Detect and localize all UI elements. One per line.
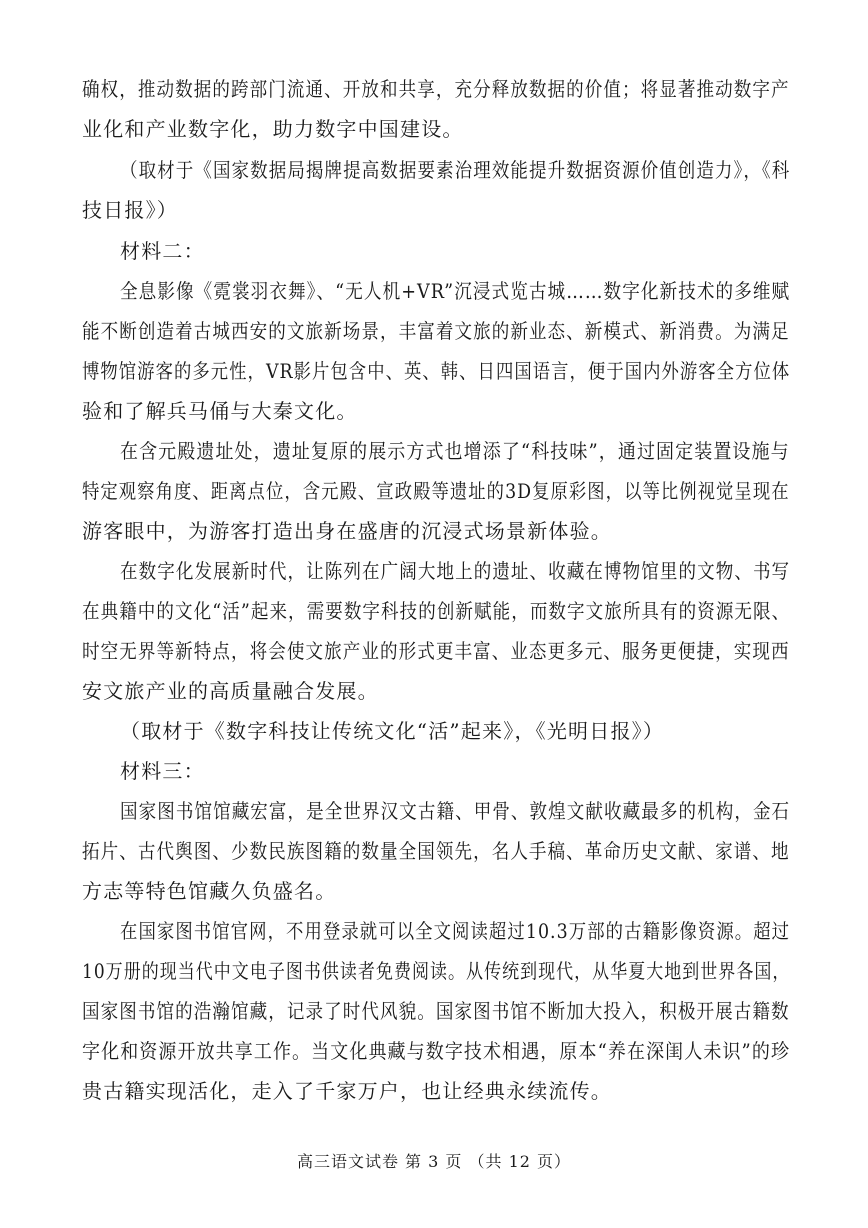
material2-p1-line: 能不断创造着古城西安的文旅新场景，丰富着文旅的新业态、新模式、新消费。为满足 xyxy=(82,319,790,343)
material3-p1-line: 方志等特色馆藏久负盛名。 xyxy=(82,879,337,903)
material3-p1-line: 国家图书馆馆藏宏富，是全世界汉文古籍、甲骨、敦煌文献收藏最多的机构，金石 xyxy=(120,799,791,823)
material3-p2-line: 贵古籍实现活化，走入了千家万户，也让经典永续流传。 xyxy=(82,1079,612,1103)
material3-p1-line: 拓片、古代舆图、少数民族图籍的数量全国领先，名人手稿、革命历史文献、家谱、地 xyxy=(82,839,790,863)
material2-p3-line: 在典籍中的文化“活”起来，需要数字科技的创新赋能，而数字文旅所具有的资源无限、 xyxy=(82,599,791,623)
material2-heading: 材料二： xyxy=(120,239,205,263)
material2-p2-line: 游客眼中，为游客打造出身在盛唐的沉浸式场景新体验。 xyxy=(82,519,612,543)
material2-p3-line: 在数字化发展新时代，让陈列在广阔大地上的遗址、收藏在博物馆里的文物、书写 xyxy=(120,559,791,583)
material2-p1-line: 验和了解兵马俑与大秦文化。 xyxy=(82,399,358,423)
material3-p2-line: 在国家图书馆官网，不用登录就可以全文阅读超过10.3万部的古籍影像资源。超过 xyxy=(120,919,791,943)
material1-line-1: 确权，推动数据的跨部门流通、开放和共享，充分释放数据的价值；将显著推动数字产 xyxy=(82,77,790,101)
material3-p2-line: 国家图书馆的浩瀚馆藏，记录了时代风貌。国家图书馆不断加大投入，积极开展古籍数 xyxy=(82,999,790,1023)
material3-p2-line: 字化和资源开放共享工作。当文化典藏与数字技术相遇，原本“养在深闺人未识”的珍 xyxy=(82,1039,791,1063)
material2-p1-line: 博物馆游客的多元性，VR影片包含中、英、韩、日四国语言，便于国内外游客全方位体 xyxy=(82,359,791,383)
material2-p1-line: 全息影像《霓裳羽衣舞》、“无人机+VR”沉浸式览古城……数字化新技术的多维赋 xyxy=(120,279,791,303)
material3-p2-line: 10万册的现当代中文电子图书供读者免费阅读。从传统到现代，从华夏大地到世界各国， xyxy=(82,959,791,983)
material2-p2-line: 在含元殿遗址处，遗址复原的展示方式也增添了“科技味”，通过固定装置设施与 xyxy=(120,439,790,463)
material2-p3-line: 时空无界等新特点，将会使文旅产业的形式更丰富、业态更多元、服务更便捷，实现西 xyxy=(82,639,790,663)
material2-p2-line: 特定观察角度、距离点位，含元殿、宣政殿等遗址的3D复原彩图，以等比例视觉呈现在 xyxy=(82,479,790,503)
material1-line-2: 业化和产业数字化，助力数字中国建设。 xyxy=(82,117,464,141)
material2-source: （取材于《数字科技让传统文化“活”起来》，《光明日报》） xyxy=(120,719,665,743)
material1-source: （取材于《国家数据局揭牌提高数据要素治理效能提升数据资源价值创造力》，《科 xyxy=(120,158,791,182)
page-footer: 高三语文试卷 第 3 页 （共 12 页） xyxy=(296,1152,572,1171)
material1-source-cont: 技日报》） xyxy=(82,198,178,222)
material3-heading: 材料三： xyxy=(120,759,205,783)
material2-p3-line: 安文旅产业的高质量融合发展。 xyxy=(82,679,379,703)
